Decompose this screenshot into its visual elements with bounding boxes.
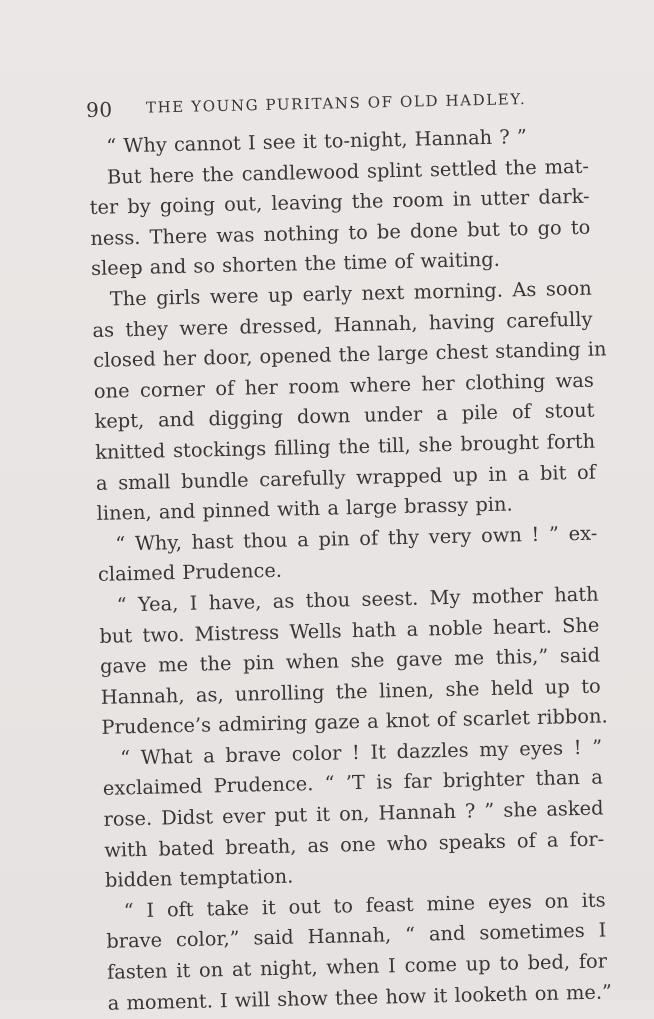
text-line: brave color,” said Hannah, “ and sometimes I xyxy=(106,918,607,954)
text-line: knitted stockings filling the till, she brought forth xyxy=(95,429,596,464)
text-line: “ Why, hast thou a pin of thy very own ! ” ex- xyxy=(115,521,598,556)
text-line: kept, and digging down under a pile of stout xyxy=(94,398,595,434)
text-line: a small bundle carefully wrapped up in a bit of xyxy=(95,460,597,495)
text-line: fasten it on at night, when I come up to bed, for xyxy=(106,949,608,984)
text-line: rose. Didst ever put it on, Hannah ? ” she asked xyxy=(103,796,604,831)
text-line: “ Why cannot I see it to-night, Hannah ? ” xyxy=(106,125,528,158)
text-line: Prudence’s admiring gaze a knot of scarlet ribbon. xyxy=(101,704,608,740)
text-line: “ What a brave color ! It dazzles my eyes ! ” xyxy=(119,735,603,770)
page-number: 90 xyxy=(85,97,113,122)
text-line: ness. There was nothing to be done but to go to xyxy=(90,215,591,250)
text-line: claimed Prudence. xyxy=(97,559,283,587)
text-line: as they were dressed, Hannah, having carefully xyxy=(92,307,593,342)
page-header xyxy=(86,82,527,122)
text-line: bidden temptation. xyxy=(104,864,294,893)
text-line: linen, and pinned with a large brassy pin. xyxy=(96,492,513,526)
text-line: but two. Mistress Wells hath a noble heart. She xyxy=(99,613,600,648)
running-title: THE YOUNG PURITANS OF OLD HADLEY. xyxy=(145,90,527,117)
text-line: gave me the pin when she gave me this,” said xyxy=(99,643,601,678)
text-line: “ I oft take it out to feast mine eyes on its xyxy=(123,888,606,923)
body-text xyxy=(88,121,613,1019)
text-line: with bated breath, as one who speaks of a for- xyxy=(104,827,605,862)
text-line: exclaimed Prudence. “ ’T is far brighter than a xyxy=(102,765,604,801)
text-line: The girls were up early next morning. As soon xyxy=(109,276,592,311)
text-line: ter by going out, leaving the room in utter dark- xyxy=(89,184,590,220)
text-line: one corner of her room where her clothing was xyxy=(93,368,595,403)
text-line: closed her door, opened the large chest standing in xyxy=(92,337,607,373)
text-line: “ Yea, I have, as thou seest. My mother hath xyxy=(116,582,599,617)
text-line: Hannah, as, unrolling the linen, she held up to xyxy=(100,674,601,709)
text-line: But here the candlewood splint settled the mat- xyxy=(106,154,590,189)
text-line: a moment. I will show thee how it looketh on me.” xyxy=(107,979,613,1015)
text-line: sleep and so shorten the time of waiting. xyxy=(90,248,501,281)
